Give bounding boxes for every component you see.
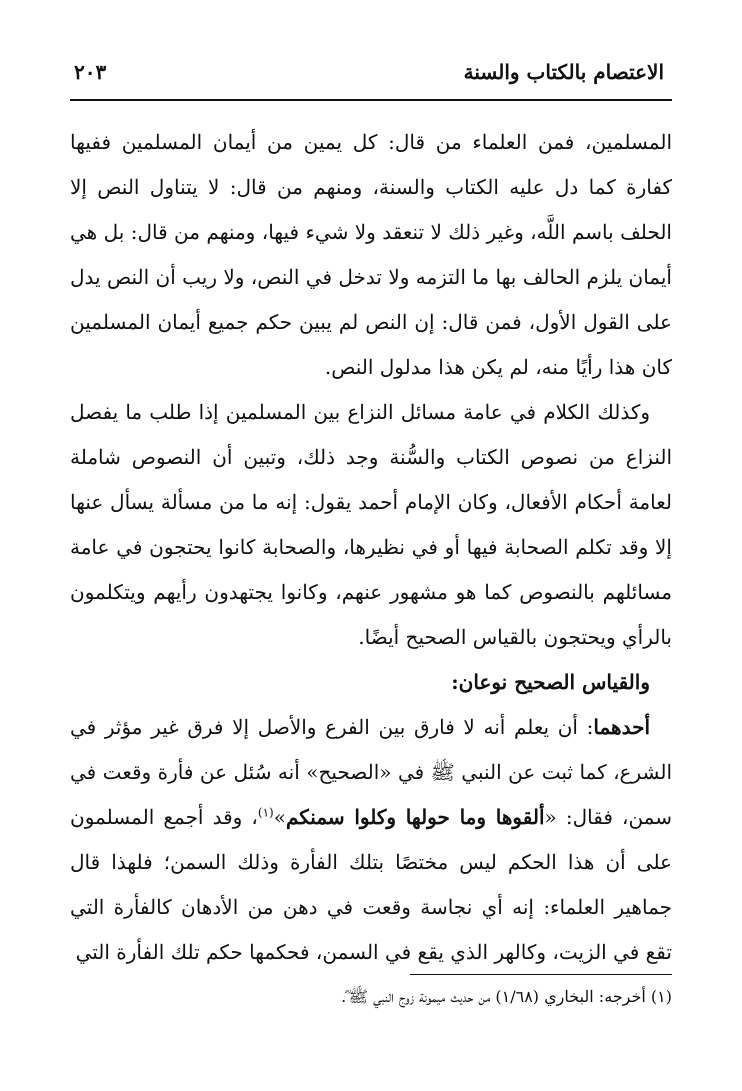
footnote-1: (١) أخرجه: البخاري (١/٦٨) من حديث ميمونة زوج النبي ﷺ ؓ. [341,987,672,1006]
hadith-quote: ألقوها وما حولها وكلوا سمنكم [285,805,545,829]
paragraph-3 [70,705,672,975]
paragraph-3-text-b: » [273,805,286,829]
running-title: الاعتصام بالكتاب والسنة [463,60,664,84]
page-number: ٢٠٣ [74,60,107,84]
paragraph-3-lead: أحدهما [593,715,650,739]
main-text [70,120,672,975]
paragraph-1: المسلمين، فمن العلماء من قال: كل يمين من أيمان المسلمين ففيها كفارة كما دل عليه الكتاب والسنة، ومنهم من قال: لا يتناول النص إلا الحلف باسم اللَّه، وغير ذلك لا تنعقد ولا شيء فيها، ومنهم من قال: بل هي أيمان يلزم الحالف بها ما التزمه ولا تدخل في النص، ولا ريب أن النص يدل على القول الأول، فمن قال: إن النص لم يبين حكم جميع أيمان المسلمين كان هذا رأيًا منه، لم يكن هذا مدلول النص. [70,130,672,379]
paragraph-3-text-a: : أن يعلم أنه لا فارق بين الفرع والأصل إلا فرق غير مؤثر في الشرع، كما ثبت عن النبي ﷺ في «الصحيح» أنه سُئل عن فأرة وقعت في سمن، فقال: « [70,715,672,829]
paragraph-3-text-c: ، وقد أجمع المسلمون على أن هذا الحكم ليس مختصًا بتلك الفأرة وذلك السمن؛ فلهذا قال جماهير العلماء: إنه أي نجاسة وقعت في دهن من الأدهان كالفأرة التي تقع في الزيت، وكالهر الذي يقع في السمن، فحكمها حكم تلك الفأرة التي [70,805,672,964]
footnote-rule [410,974,672,975]
section-heading: والقياس الصحيح نوعان: [451,670,650,694]
footnote-reference: (١) [257,805,274,820]
header-rule [70,99,672,101]
paragraph-2: وكذلك الكلام في عامة مسائل النزاع بين المسلمين إذا طلب ما يفصل النزاع من نصوص الكتاب والسُّنة وجد ذلك، وتبين أن النصوص شاملة لعامة أحكام الأفعال، وكان الإمام أحمد يقول: إنه ما من مسألة يسأل عنها إلا وقد تكلم الصحابة فيها أو في نظيرها، والصحابة كانوا يحتجون في عامة مسائلهم بالنصوص كما هو مشهور عنهم، وكانوا يجتهدون رأيهم ويتكلمون بالرأي ويحتجون بالقياس الصحيح أيضًا. [70,400,672,649]
